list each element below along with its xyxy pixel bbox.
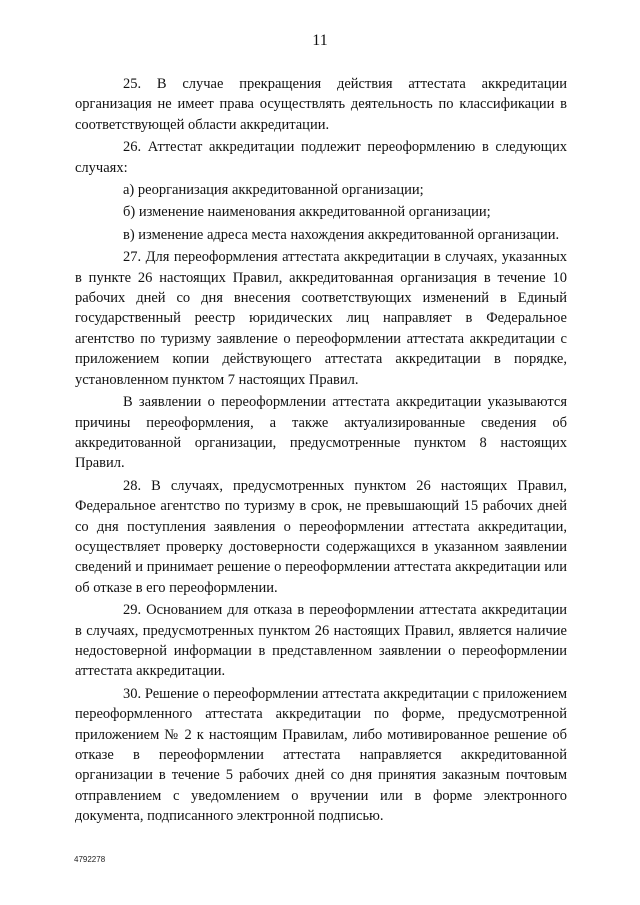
paragraph-25: 25. В случае прекращения действия аттестата аккредитации организация не имеет права осуществлять деятельность по классификации в соответствующей области аккредитации. bbox=[75, 76, 567, 133]
paragraph-27: 27. Для переоформления аттестата аккредитации в случаях, указанных в пункте 26 настоящих Правил, аккредитованная организация в течение 10 рабочих дней со дня внесения соответствующих изменений в Единый государственный реестр юридических лиц направляет в Федеральное агентство по туризму заявление о переоформлении аттестата аккредитации с приложением копии действующего аттестата аккредитации в порядке, установленном пунктом 7 настоящих Правил. bbox=[75, 249, 567, 388]
paragraph-30: 30. Решение о переоформлении аттестата аккредитации с приложением переоформленного аттестата аккредитации по форме, предусмотренной приложением № 2 к настоящим Правилам, либо мотивированное решение об отказе в переоформлении аттестата направляется аккредитованной организации в течение 5 рабочих дней со дня принятия заказным почтовым отправлением с уведомлением о вручении или в форме электронного документа, подписанного электронной подписью. bbox=[75, 685, 567, 825]
page-number: 11 bbox=[312, 32, 328, 49]
document-body bbox=[75, 74, 567, 829]
paragraph-27-continued: В заявлении о переоформлении аттестата аккредитации указываются причины переоформления, а также актуализированные сведения об аккредитованной организации, предусмотренные пунктом 8 настоящих Правил. bbox=[75, 394, 567, 472]
paragraph-28: 28. В случаях, предусмотренных пунктом 26 настоящих Правил, Федеральное агентство по туризму в срок, не превышающий 15 рабочих дней со дня поступления заявления о переоформлении аттестата аккредитации, осуществляет проверку достоверности содержащихся в указанном заявлении сведений и принимает решение о переоформлении аттестата аккредитации или об отказе в его переоформлении. bbox=[75, 477, 567, 596]
list-item-b: б) изменение наименования аккредитованной организации; bbox=[123, 204, 491, 221]
list-item-v: в) изменение адреса места нахождения аккредитованной организации. bbox=[123, 226, 560, 243]
document-code: 4792278 bbox=[74, 855, 106, 864]
paragraph-29: 29. Основанием для отказа в переоформлении аттестата аккредитации в случаях, предусмотренных пунктом 26 настоящих Правил, является наличие недостоверной информации в представленном заявлении о переоформлении аттестата аккредитации. bbox=[75, 602, 567, 680]
list-item-a: а) реорганизация аккредитованной организации; bbox=[123, 182, 424, 199]
paragraph-26: 26. Аттестат аккредитации подлежит переоформлению в следующих случаях: bbox=[75, 139, 567, 176]
